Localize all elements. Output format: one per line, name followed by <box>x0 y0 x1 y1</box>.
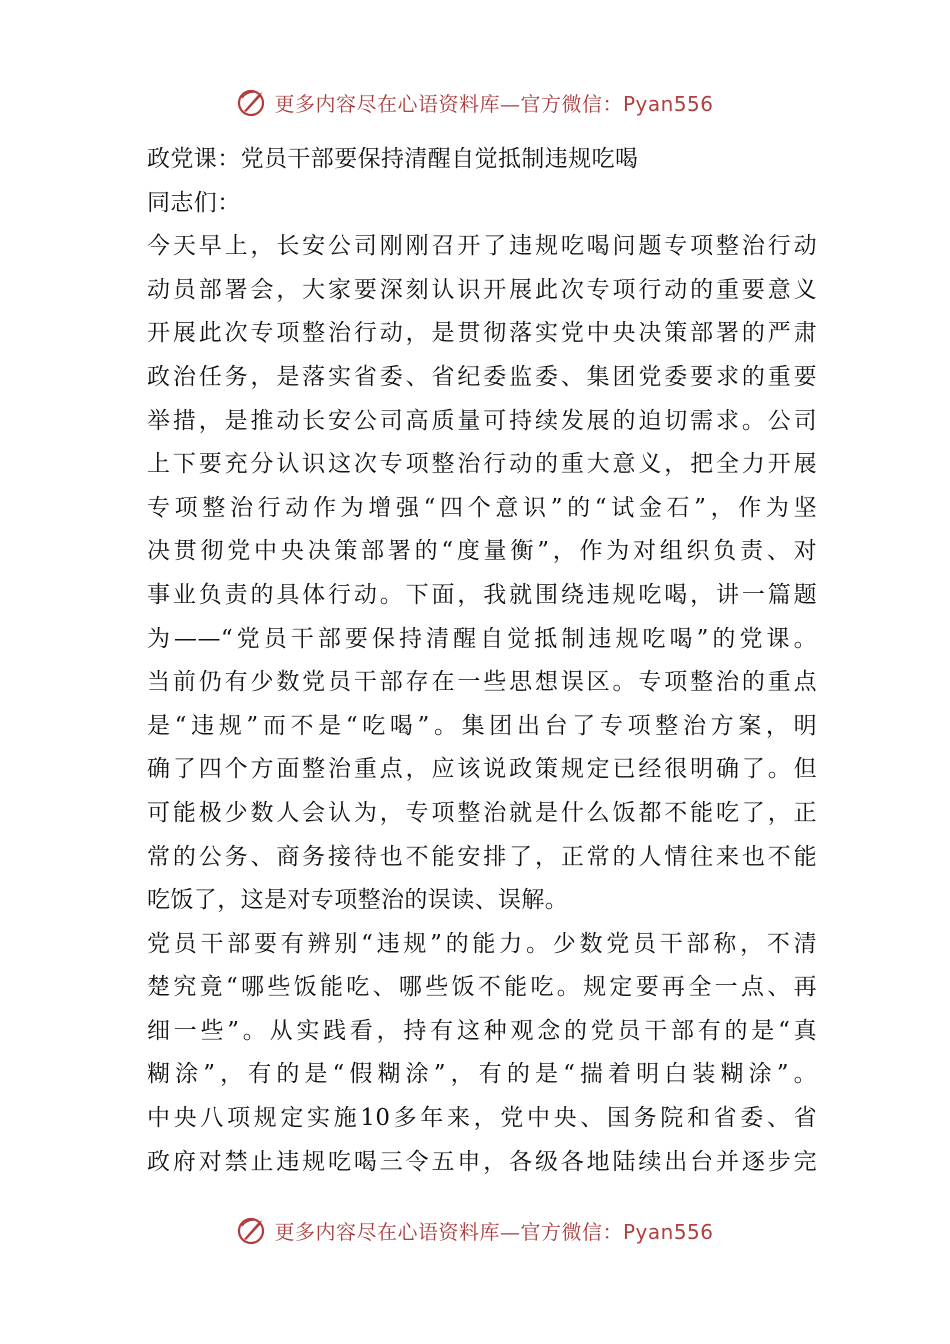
text-line: 中央八项规定实施10多年来，党中央、国务院和省委、省 <box>147 1105 817 1132</box>
text-line: 吃饭了，这是对专项整治的误读、误解。 <box>147 887 569 914</box>
text-line: 上下要充分认识这次专项整治行动的重大意义，把全力开展 <box>147 451 817 478</box>
text-line: 细一些”。从实践看，持有这种观念的党员干部有的是“真 <box>147 1017 817 1044</box>
text-line: 政府对禁止违规吃喝三令五申，各级各地陆续出台并逐步完 <box>147 1148 817 1175</box>
text-line: 事业负责的具体行动。下面，我就围绕违规吃喝，讲一篇题 <box>147 581 817 608</box>
watermark-text <box>274 1216 713 1245</box>
text-line: 政治任务，是落实省委、省纪委监委、集团党委要求的重要 <box>147 363 817 390</box>
text-line: 决贯彻党中央决策部署的“度量衡”，作为对组织负责、对 <box>147 538 817 565</box>
text-line: 为——“党员干部要保持清醒自觉抵制违规吃喝”的党课。 <box>147 625 817 652</box>
text-line: 今天早上，长安公司刚刚召开了违规吃喝问题专项整治行动 <box>147 233 817 260</box>
watermark-text <box>274 88 713 117</box>
text-line: 确了四个方面整治重点，应该说政策规定已经很明确了。但 <box>147 756 817 783</box>
text-line: 党员干部要有辨别“违规”的能力。少数党员干部称，不清 <box>147 930 817 957</box>
text-line: 常的公务、商务接待也不能安排了，正常的人情往来也不能 <box>147 843 817 870</box>
document-title: 政党课：党员干部要保持清醒自觉抵制违规吃喝 <box>147 146 639 172</box>
text-line: 同志们： <box>147 189 241 216</box>
wechat-id: Pyan556 <box>622 91 714 116</box>
text-line: 举措，是推动长安公司高质量可持续发展的迫切需求。公司 <box>147 407 817 434</box>
text-line: 是“违规”而不是“吃喝”。集团出台了专项整治方案，明 <box>147 712 817 739</box>
text-line: 楚究竟“哪些饭能吃、哪些饭不能吃。规定要再全一点、再 <box>147 974 817 1001</box>
watermark-label: 更多内容尽在心语资料库—官方微信： <box>274 1219 623 1244</box>
wechat-id: Pyan556 <box>622 1219 714 1244</box>
text-line: 专项整治行动作为增强“四个意识”的“试金石”，作为坚 <box>147 494 817 521</box>
text-line: 动员部署会，大家要深刻认识开展此次专项行动的重要意义 <box>147 276 817 303</box>
text-line: 可能极少数人会认为，专项整治就是什么饭都不能吃了，正 <box>147 799 817 826</box>
pen-nib-logo-icon <box>236 1214 268 1246</box>
text-line: 糊涂”，有的是“假糊涂”，有的是“揣着明白装糊涂”。 <box>147 1061 817 1088</box>
header-watermark-banner <box>0 82 950 122</box>
text-line: 开展此次专项整治行动，是贯彻落实党中央决策部署的严肃 <box>147 320 817 347</box>
document-body <box>147 138 817 1184</box>
pen-nib-logo-icon <box>236 86 268 118</box>
footer-watermark-banner <box>0 1210 950 1250</box>
text-line: 当前仍有少数党员干部存在一些思想误区。专项整治的重点 <box>147 669 817 696</box>
watermark-label: 更多内容尽在心语资料库—官方微信： <box>274 91 623 116</box>
